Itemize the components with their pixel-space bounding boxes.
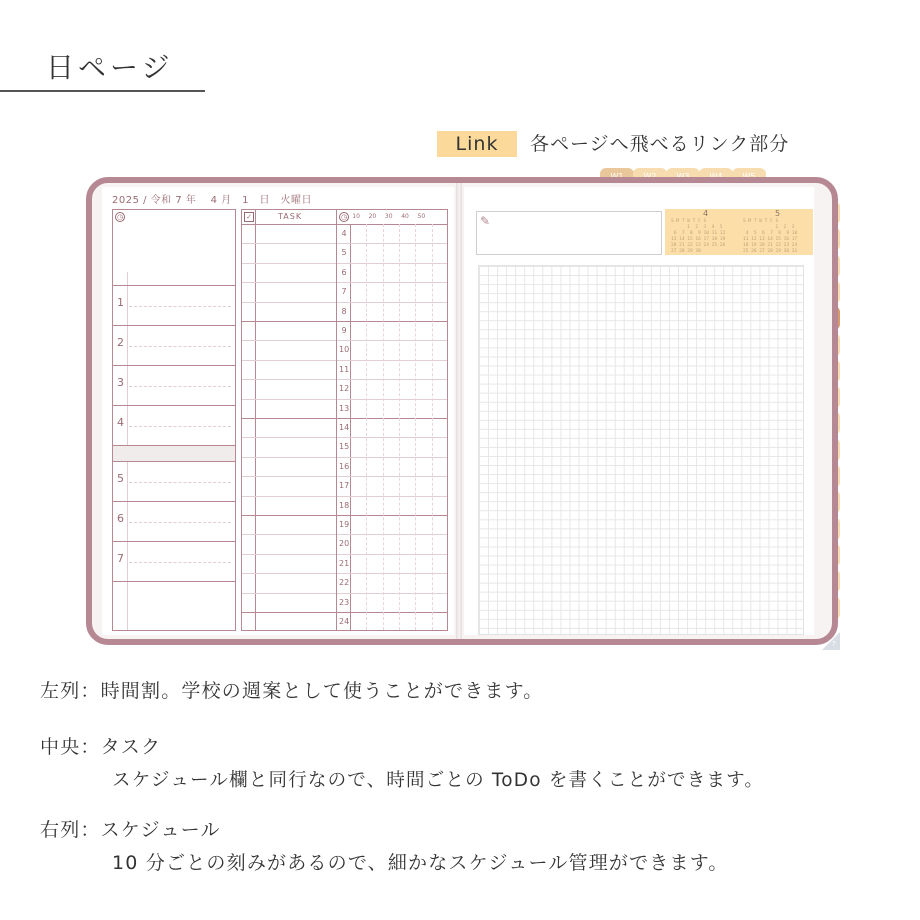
hour-number: 18	[339, 500, 350, 510]
minute-divider	[383, 224, 384, 630]
schedule-row	[337, 224, 447, 225]
hour-number: 24	[339, 617, 350, 626]
mini-calendar-days-left: S M T W T F S 1 2 3 4 5 6 7 8 9 10 11 12 13 14 15 16 17 18 19 20 21 22 23 24 25 26 27 28 29 30	[671, 219, 726, 254]
desc-center-label: 中央：タスク	[40, 736, 162, 758]
task-row	[242, 515, 336, 516]
task-row	[242, 437, 336, 438]
timetable-period-row	[113, 286, 235, 326]
minute-label: 30	[384, 213, 393, 220]
minute-divider	[415, 224, 416, 630]
task-row	[242, 534, 336, 535]
schedule-row	[337, 263, 447, 264]
schedule-row	[337, 612, 447, 613]
hour-number: 17	[339, 481, 350, 491]
left-page	[102, 187, 454, 635]
schedule-row	[337, 515, 447, 516]
period-number: 6	[117, 512, 124, 525]
schedule-row	[337, 534, 447, 535]
task-row	[242, 224, 336, 225]
hour-number: 10	[339, 345, 350, 355]
schedule-row	[337, 593, 447, 594]
timetable-period-row	[113, 366, 235, 406]
desc-right-label: 右列：スケジュール	[40, 819, 221, 841]
mini-calendar-days-right: S M T W T F S 1 2 3 4 5 6 7 8 9 10 11 12 13 14 15 16 17 18 19 20 21 22 23 24 25 26 27 28 29 30 31	[743, 219, 798, 254]
desc-left-column: 左列：時間割。学校の週案として使うことができます。	[40, 680, 544, 702]
task-row	[242, 243, 336, 244]
hour-number: 6	[341, 267, 347, 277]
timetable-period-row	[113, 542, 235, 582]
schedule-row	[337, 302, 447, 303]
hour-number: 4	[341, 229, 347, 238]
hour-number: 13	[339, 403, 350, 413]
hour-number: 8	[341, 306, 347, 316]
desc-right-text: 10 分ごとの刻みがあるので、細かなスケジュール管理ができます。	[112, 852, 729, 874]
task-row	[242, 360, 336, 361]
hour-divider	[350, 224, 351, 630]
schedule-row	[337, 379, 447, 380]
timetable-period-row	[113, 406, 235, 446]
hour-number: 12	[339, 384, 350, 394]
task-row	[242, 496, 336, 497]
task-row	[242, 612, 336, 613]
period-number: 1	[117, 296, 124, 309]
clock-icon: ◷	[340, 213, 348, 221]
period-number: 4	[117, 416, 124, 429]
task-row	[242, 457, 336, 458]
desc-center-text: スケジュール欄と同行なので、時間ごとの ToDo を書くことができます。	[112, 770, 765, 791]
hour-number: 19	[339, 520, 350, 529]
task-row	[242, 321, 336, 322]
schedule-row	[337, 554, 447, 555]
planner-spread	[86, 177, 838, 645]
task-row	[242, 476, 336, 477]
task-row	[242, 399, 336, 400]
schedule-row	[337, 437, 447, 438]
mini-calendar[interactable]	[665, 209, 813, 255]
hour-number: 15	[339, 442, 350, 452]
mini-calendar-month-left: 4	[703, 209, 709, 218]
schedule-row	[337, 360, 447, 361]
minute-label: 40	[401, 213, 409, 220]
link-badge: Link	[437, 131, 517, 157]
task-header: TASK	[278, 212, 303, 221]
schedule-row	[337, 243, 447, 244]
schedule-row	[337, 418, 447, 419]
task-column	[241, 209, 337, 631]
hour-number: 5	[341, 248, 347, 258]
task-check-divider	[255, 210, 256, 630]
schedule-row	[337, 399, 447, 400]
grid-notes-area	[478, 265, 804, 635]
mini-calendar-month-right: 5	[775, 209, 781, 218]
date-line: 2025 / 令和 7 年 4 月 1 日 火曜日	[112, 195, 312, 206]
minute-divider	[432, 224, 433, 630]
schedule-row	[337, 282, 447, 283]
minute-label: 10	[352, 213, 360, 220]
timetable-period-row	[113, 502, 235, 542]
period-number: 5	[117, 472, 124, 485]
schedule-row	[337, 457, 447, 458]
checkbox-icon: ✓	[244, 212, 254, 222]
hour-number: 20	[339, 539, 350, 549]
period-number: 7	[117, 552, 124, 565]
hour-number: 11	[339, 364, 350, 374]
minute-label: 50	[417, 213, 426, 220]
lunch-break-row	[113, 446, 235, 462]
memo-box	[476, 211, 662, 255]
timetable-header-block	[113, 210, 235, 286]
task-row	[242, 379, 336, 380]
hour-number: 22	[339, 578, 350, 588]
schedule-row	[337, 321, 447, 322]
minute-label: 20	[368, 213, 377, 220]
schedule-row	[337, 476, 447, 477]
clock-icon: ◷	[116, 213, 124, 221]
task-row	[242, 593, 336, 594]
task-row	[242, 340, 336, 341]
help-question-mark: ?	[832, 640, 836, 648]
task-row	[242, 418, 336, 419]
schedule-row	[337, 573, 447, 574]
task-row	[242, 302, 336, 303]
right-page	[464, 187, 814, 635]
minute-divider	[366, 224, 367, 630]
task-row	[242, 554, 336, 555]
link-description: 各ページへ飛べるリンク部分	[530, 133, 790, 155]
hour-number: 9	[341, 326, 347, 335]
period-number: 3	[117, 376, 124, 389]
heading-underline	[0, 90, 205, 92]
schedule-row	[337, 496, 447, 497]
book-spine	[456, 183, 462, 639]
hour-number: 16	[339, 461, 350, 471]
task-row	[242, 573, 336, 574]
period-number: 2	[117, 336, 124, 349]
minute-divider	[399, 224, 400, 630]
page-heading: 日ページ	[46, 51, 174, 84]
hour-number: 14	[339, 423, 350, 432]
schedule-row	[337, 340, 447, 341]
hour-number: 23	[339, 597, 350, 607]
timetable-column	[112, 209, 236, 631]
timetable-period-row	[113, 326, 235, 366]
pencil-icon: ✎	[480, 214, 491, 228]
hour-number: 21	[339, 558, 350, 568]
schedule-column	[337, 209, 448, 631]
timetable-period-row	[113, 462, 235, 502]
hour-number: 7	[341, 287, 347, 297]
task-row	[242, 282, 336, 283]
task-row	[242, 263, 336, 264]
